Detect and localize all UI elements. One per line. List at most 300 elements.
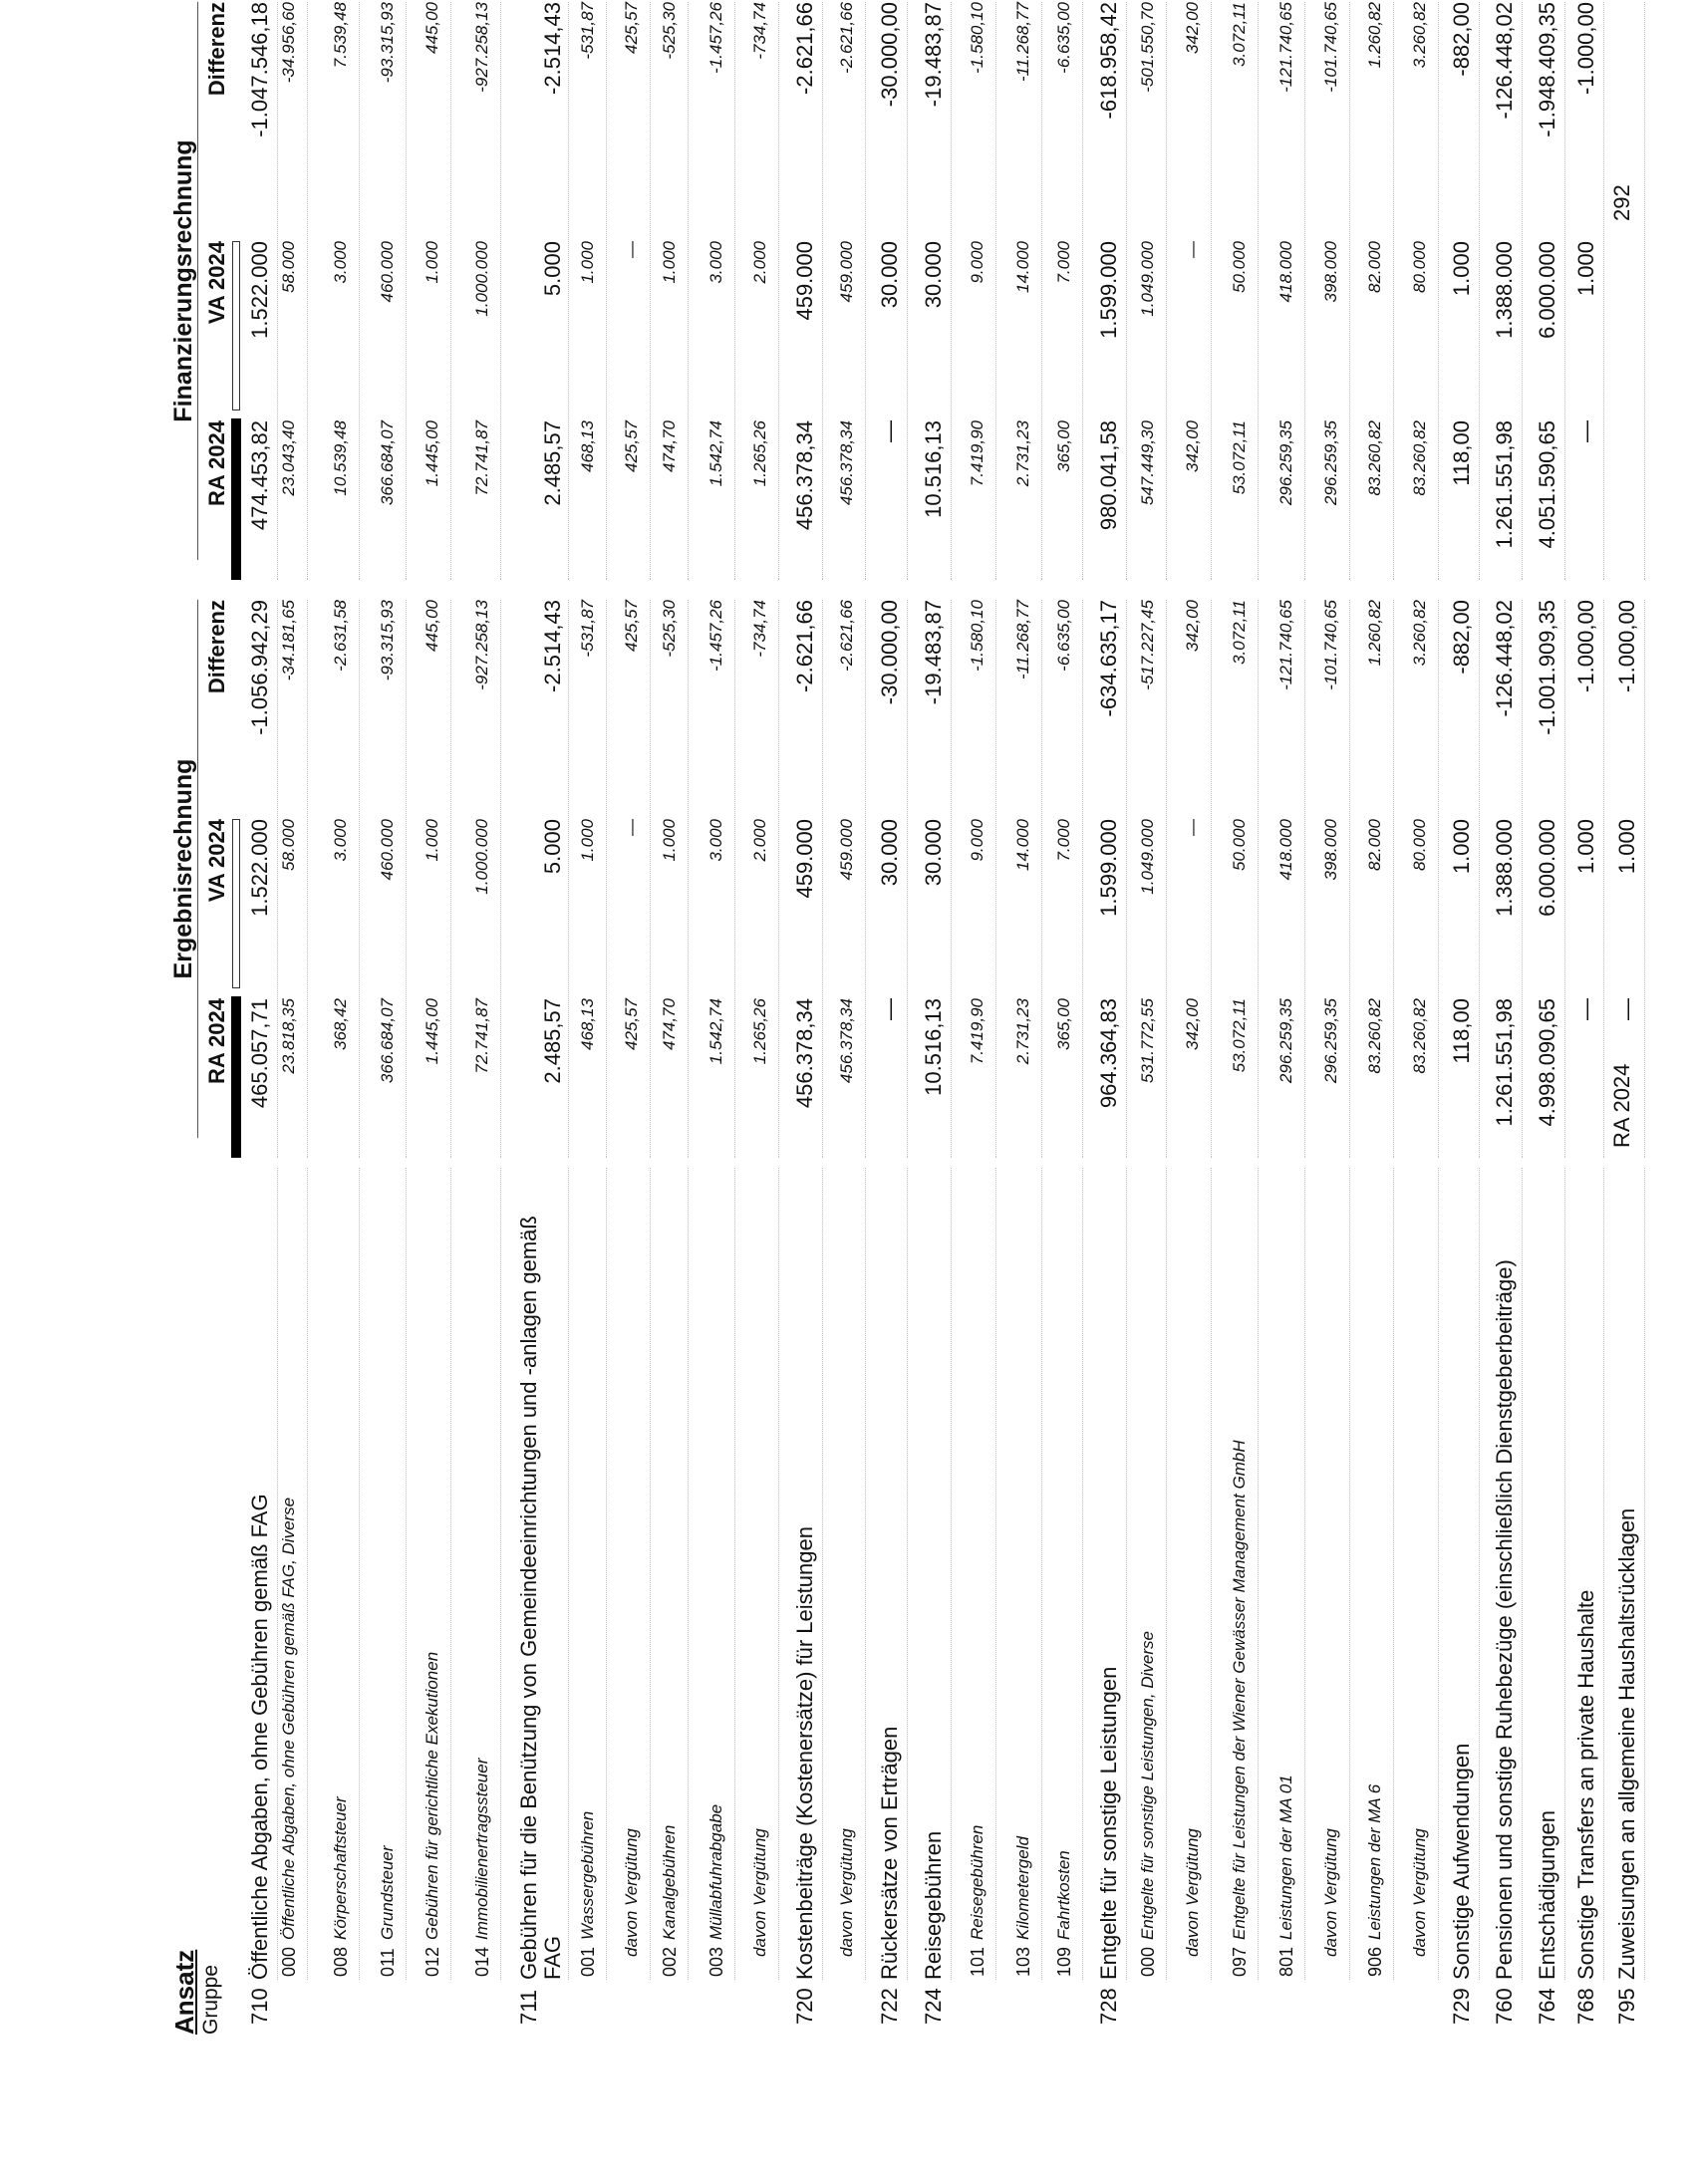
ergebnis-ra-value: 296.259,35 [1276, 998, 1295, 1084]
ergebnis-va-value: 7.000 [1054, 819, 1073, 862]
ergebnis-va-value: 1.000 [578, 819, 597, 862]
row-separator [1393, 600, 1394, 1158]
finanz-va-value: 82.000 [1365, 241, 1384, 293]
row-separator [1126, 2, 1127, 580]
ergebnis-va-value: 1.000.000 [472, 819, 491, 895]
row-separator [500, 1168, 501, 1980]
ergebnis-va-value: 5.000 [540, 819, 565, 875]
ergebnis-va-value: 9.000 [968, 819, 987, 862]
finanz-diff-value: -1.457,26 [706, 2, 725, 74]
ergebnis-va-value: 14.000 [1013, 819, 1032, 871]
finanz-diff-value: -101.740,65 [1321, 2, 1340, 93]
row-separator [734, 1168, 735, 1980]
ergebnis-diff-value: -2.621,66 [792, 600, 817, 692]
row-separator [606, 1168, 607, 1980]
section-title-finanz: Finanzierungsrechnung [169, 139, 197, 422]
row-separator [778, 2, 779, 580]
finanz-va-value: 1.000 [578, 241, 597, 284]
row-item-code: 906 [1365, 1946, 1385, 1977]
row-separator [995, 1168, 996, 1980]
row-separator [650, 1168, 651, 1980]
ergebnis-ra-value: 368,42 [331, 998, 350, 1050]
ergebnis-ra-value: 4.998.090,65 [1535, 998, 1559, 1127]
row-group-code: 729 [1449, 1988, 1474, 2025]
finanz-va-value: 14.000 [1013, 241, 1032, 293]
ergebnis-va-value: 1.000 [423, 819, 441, 862]
ergebnis-diff-value: -517.227,45 [1138, 600, 1157, 690]
finanz-ra-value: 1.445,00 [423, 420, 441, 487]
finanz-va-value: 1.388.000 [1492, 241, 1517, 339]
ergebnis-va-value: 1.599.000 [1096, 819, 1121, 917]
ergebnis-va-value: 398.000 [1321, 819, 1340, 881]
finanz-diff-value: -1.047.546,18 [247, 2, 272, 137]
row-separator [822, 600, 823, 1158]
finanz-diff-value: -882,00 [1449, 2, 1474, 77]
ergebnis-va-value: 1.000 [1573, 819, 1598, 875]
finanz-diff-value: -501.550,70 [1138, 2, 1157, 93]
finanz-ra-value: 474.453,82 [247, 420, 272, 531]
row-separator [406, 600, 407, 1158]
row-group-code: 722 [877, 1988, 902, 2025]
finanz-ra-value: — [1573, 420, 1598, 442]
ergebnis-ra-value: 53.072,11 [1230, 998, 1249, 1073]
row-item-code: 000 [279, 1946, 299, 1977]
ergebnis-ra-value: 468,13 [578, 998, 597, 1050]
row-label: davon Vergütung [1321, 1828, 1340, 1957]
ergebnis-diff-value: -30.000,00 [877, 600, 902, 705]
ergebnis-diff-value: -121.740,65 [1276, 600, 1295, 690]
finanz-ra-value: 456.378,34 [837, 420, 856, 506]
finanz-va-value: 3.000 [331, 241, 350, 284]
row-group-code: 768 [1573, 1988, 1598, 2025]
row-label: Pensionen und sonstige Ruhebezüge (einschließlich Dienstgeberbeiträge) [1492, 1259, 1517, 1980]
row-separator [1082, 1168, 1083, 1980]
finanz-va-value: 80.000 [1410, 241, 1429, 293]
row-separator [568, 1168, 569, 1980]
ergebnis-va-value: 82.000 [1365, 819, 1384, 871]
row-label: Leistungen der MA 01 [1276, 1774, 1295, 1940]
row-label: Sonstige Aufwendungen [1449, 1743, 1474, 1980]
finanz-ra-value: 1.261.551,98 [1492, 420, 1517, 549]
row-separator [1126, 1168, 1127, 1980]
finanz-ra-value: 72.741,87 [472, 420, 491, 496]
ergebnis-diff-value: -11.268,77 [1013, 600, 1032, 681]
finanz-ra-value: 980.041,58 [1096, 420, 1121, 531]
finanz-va-value: 1.522.000 [247, 241, 272, 339]
row-label: Gebühren für gerichtliche Exekutionen [423, 1651, 441, 1940]
row-item-code: 801 [1276, 1946, 1296, 1977]
row-separator [1479, 600, 1480, 1158]
row-separator [1522, 600, 1523, 1158]
row-separator [995, 2, 996, 580]
row-separator [500, 600, 501, 1158]
finanz-diff-value: -927.258,13 [472, 2, 491, 93]
ergebnis-va-value: 460.000 [378, 819, 397, 881]
finanz-ra-value: 7.419,90 [968, 420, 987, 487]
ergebnis-diff-value: 342,00 [1183, 600, 1202, 652]
finanz-diff-value: -30.000,00 [877, 2, 902, 108]
ergebnis-ra-value: 118,00 [1449, 998, 1474, 1064]
finanz-diff-value: -121.740,65 [1276, 2, 1295, 93]
row-separator [688, 2, 689, 580]
row-separator [1166, 600, 1167, 1158]
ergebnis-diff-value: -525,30 [660, 600, 679, 658]
row-item-code: 097 [1230, 1946, 1250, 1977]
row-separator [1438, 2, 1439, 580]
row-separator [1603, 1168, 1604, 1980]
finanz-diff-value: 3.260,82 [1410, 2, 1429, 69]
ergebnis-va-value: 58.000 [279, 819, 298, 871]
row-label: Leistungen der MA 6 [1365, 1783, 1384, 1940]
row-separator [1603, 2, 1604, 580]
finanz-diff-value: 425,57 [622, 2, 641, 54]
row-separator [822, 1168, 823, 1980]
row-separator [1304, 2, 1305, 580]
row-label: Entgelte für sonstige Leistungen [1096, 1666, 1121, 1980]
row-separator [1644, 1168, 1645, 1980]
finanz-va-value: 1.000 [660, 241, 679, 284]
row-item-code: 103 [1013, 1946, 1033, 1977]
ergebnis-diff-value: -927.258,13 [472, 600, 491, 690]
row-item-code: 002 [660, 1946, 680, 1977]
row-separator [500, 2, 501, 580]
row-group-code: 795 [1614, 1988, 1639, 2025]
row-separator [688, 1168, 689, 1980]
row-separator [778, 600, 779, 1158]
header-ansatz: Ansatz [169, 1949, 199, 2035]
ergebnis-diff-value: 1.260,82 [1365, 600, 1384, 667]
ergebnis-ra-value: 474,70 [660, 998, 679, 1050]
row-label: Entschädigungen [1535, 1809, 1559, 1980]
ergebnis-ra-value: 296.259,35 [1321, 998, 1340, 1084]
ergebnis-ra-value: 456.378,34 [792, 998, 817, 1109]
ergebnis-ra-value: — [1573, 998, 1598, 1020]
row-separator [307, 2, 308, 580]
row-separator [1564, 600, 1565, 1158]
row-separator [1304, 1168, 1305, 1980]
finanz-va-value: 50.000 [1230, 241, 1249, 293]
ergebnis-va-value: 1.388.000 [1492, 819, 1517, 917]
ergebnis-ra-value: 1.261.551,98 [1492, 998, 1517, 1127]
ergebnis-diff-value: -2.514,43 [540, 600, 565, 692]
row-separator [359, 2, 360, 580]
finanz-ra-value: 296.259,35 [1321, 420, 1340, 506]
finanz-diff-value: -93.315,93 [378, 2, 397, 84]
row-separator [1211, 600, 1212, 1158]
row-item-code: 008 [331, 1946, 351, 1977]
ergebnis-diff-value: -19.483,87 [921, 600, 946, 705]
row-separator [1082, 600, 1083, 1158]
col-head-e-diff: Differenz [204, 600, 229, 694]
finanz-ra-value: 83.260,82 [1410, 420, 1429, 496]
finanz-va-value: 1.599.000 [1096, 241, 1121, 339]
row-separator [450, 600, 451, 1158]
row-separator [1564, 1168, 1565, 1980]
ergebnis-diff-value: -2.631,58 [331, 600, 350, 672]
row-label: Reisegebühren [968, 1824, 987, 1940]
ergebnis-diff-value: -1.580,10 [968, 600, 987, 672]
ergebnis-ra-value: 72.741,87 [472, 998, 491, 1074]
ergebnis-va-value: 30.000 [877, 819, 902, 887]
ergebnis-diff-value: -531,87 [578, 600, 597, 658]
ergebnis-diff-value: -734,74 [750, 600, 769, 658]
ergebnis-ra-value: 531.772,55 [1138, 998, 1157, 1084]
finanz-diff-value: 3.072,11 [1230, 2, 1249, 67]
finanz-ra-value: 425,57 [622, 420, 641, 472]
row-separator [1349, 1168, 1350, 1980]
row-separator [688, 600, 689, 1158]
row-label: Kilometergeld [1013, 1836, 1032, 1940]
row-separator [1166, 2, 1167, 580]
ergebnis-ra-value: 342,00 [1183, 998, 1202, 1050]
ergebnis-ra-value: 1.265,26 [750, 998, 769, 1065]
finanz-va-value: 3.000 [706, 241, 725, 284]
finanz-diff-value: -11.268,77 [1013, 2, 1032, 83]
finanz-diff-value: -1.580,10 [968, 2, 987, 74]
row-item-code: 001 [578, 1946, 598, 1977]
finanz-ra-value: 1.542,74 [706, 420, 725, 487]
row-label: Zuweisungen an allgemeine Haushaltsrücklagen [1614, 1507, 1639, 1980]
ergebnis-ra-value: 23.818,35 [279, 998, 298, 1074]
row-group-code: 720 [792, 1988, 817, 2025]
ergebnis-va-value: 3.000 [706, 819, 725, 862]
row-separator [1393, 1168, 1394, 1980]
row-separator [1211, 2, 1212, 580]
row-separator [734, 2, 735, 580]
section-title-ergebnis: Ergebnisrechnung [169, 758, 197, 979]
finanz-diff-value: -6.635,00 [1054, 2, 1073, 74]
row-separator [822, 2, 823, 580]
ergebnis-ra-value: 425,57 [622, 998, 641, 1050]
col-head-f-va: VA 2024 [204, 241, 229, 325]
row-label: davon Vergütung [750, 1828, 769, 1957]
ergebnis-va-value: 1.000 [1614, 819, 1639, 875]
ergebnis-diff-value: -1.457,26 [706, 600, 725, 672]
row-label: Körperschaftsteuer [331, 1796, 350, 1940]
ergebnis-va-value: — [1183, 819, 1202, 836]
ergebnis-diff-value: -1.056.942,29 [247, 600, 272, 735]
row-separator [277, 600, 278, 1158]
finanz-ra-value: 1.265,26 [750, 420, 769, 487]
finanz-va-value: 6.000.000 [1535, 241, 1559, 339]
finanz-ra-value: 118,00 [1449, 420, 1474, 486]
row-label: Immobilienertragssteuer [472, 1758, 491, 1940]
ergebnis-diff-value: -34.181,65 [279, 600, 298, 682]
row-separator [1644, 2, 1645, 580]
row-item-code: 012 [423, 1946, 442, 1977]
ergebnis-diff-value: -882,00 [1449, 600, 1474, 675]
row-group-code: 711 [516, 1989, 541, 2025]
finanz-diff-value: -34.956,60 [279, 2, 298, 84]
row-separator [778, 1168, 779, 1980]
row-separator [450, 1168, 451, 1980]
row-separator [568, 2, 569, 580]
row-label: Öffentliche Abgaben, ohne Gebühren gemäß FAG [247, 1494, 272, 1980]
col-head-f-ra: RA 2024 [204, 420, 229, 507]
row-separator [406, 2, 407, 580]
finanz-ra-value: 456.378,34 [792, 420, 817, 531]
finanz-diff-value: -734,74 [750, 2, 769, 60]
ergebnis-diff-value: 445,00 [423, 600, 441, 652]
row-label: davon Vergütung [837, 1828, 856, 1957]
ergebnis-diff-value: 3.072,11 [1230, 600, 1249, 665]
row-separator [1211, 1168, 1212, 1980]
row-separator [1258, 600, 1259, 1158]
finanz-diff-value: 342,00 [1183, 2, 1202, 54]
ergebnis-diff-value: 425,57 [622, 600, 641, 652]
finanz-va-value: 9.000 [968, 241, 987, 284]
ergebnis-ra-value: 365,00 [1054, 998, 1073, 1050]
finanz-va-value: 30.000 [877, 241, 902, 309]
finanz-va-value: 460.000 [378, 241, 397, 303]
col-bar-f-va [232, 241, 240, 410]
finanz-va-value: 398.000 [1321, 241, 1340, 303]
ergebnis-va-value: 2.000 [750, 819, 769, 862]
row-separator [951, 2, 952, 580]
finanz-diff-value: -1.000,00 [1573, 2, 1598, 95]
row-separator [1349, 2, 1350, 580]
row-separator [865, 2, 866, 580]
finanz-diff-value: -19.483,87 [921, 2, 946, 108]
ergebnis-diff-value: -6.635,00 [1054, 600, 1073, 672]
row-separator [1479, 2, 1480, 580]
finanz-ra-value: 365,00 [1054, 420, 1073, 472]
ergebnis-va-value: 30.000 [921, 819, 946, 887]
col-bar-f-ra [231, 418, 241, 580]
finanz-ra-value: 366.684,07 [378, 420, 397, 506]
ergebnis-ra-value: 964.364,83 [1096, 998, 1121, 1109]
row-separator [1522, 1168, 1523, 1980]
ergebnis-va-value: 459.000 [837, 819, 856, 881]
ergebnis-va-value: 80.000 [1410, 819, 1429, 871]
finanz-diff-value: 445,00 [423, 2, 441, 54]
finanz-diff-value: -2.514,43 [540, 2, 565, 95]
ergebnis-ra-value: 366.684,07 [378, 998, 397, 1084]
row-separator [907, 2, 908, 580]
section-underline-finanz [197, 2, 198, 560]
finanz-ra-value: 2.485,57 [540, 420, 565, 506]
ergebnis-ra-value: 83.260,82 [1410, 998, 1429, 1074]
row-separator [307, 600, 308, 1158]
finanz-ra-value: 10.539,48 [331, 420, 350, 496]
row-item-code: 014 [472, 1946, 492, 1977]
finanz-va-value: 7.000 [1054, 241, 1073, 284]
row-separator [1304, 600, 1305, 1158]
ergebnis-va-value: 1.000 [660, 819, 679, 862]
row-label: Öffentliche Abgaben, ohne Gebühren gemäß FAG, Diverse [279, 1497, 298, 1940]
finanz-ra-value: 468,13 [578, 420, 597, 472]
ergebnis-va-value: 418.000 [1276, 819, 1295, 881]
finanz-va-value: 1.049.000 [1138, 241, 1157, 317]
finanz-va-value: 58.000 [279, 241, 298, 293]
row-item-code: 003 [706, 1946, 726, 1977]
col-head-e-ra: RA 2024 [204, 998, 229, 1085]
row-separator [1564, 2, 1565, 580]
finanz-va-value: 30.000 [921, 241, 946, 309]
row-separator [277, 1168, 278, 1980]
row-separator [951, 600, 952, 1158]
row-separator [734, 600, 735, 1158]
ergebnis-va-value: 459.000 [792, 819, 817, 899]
row-label: Kostenbeiträge (Kostenersätze) für Leistungen [792, 1526, 817, 1980]
col-head-f-diff: Differenz [204, 2, 229, 97]
finanz-ra-value: 547.449,30 [1138, 420, 1157, 506]
footer-doc-label: RA 2024 [1609, 1063, 1634, 1148]
row-label: Rückersätze von Erträgen [877, 1726, 902, 1980]
finanz-ra-value: 10.516,13 [921, 420, 946, 518]
row-separator [995, 600, 996, 1158]
ergebnis-ra-value: 83.260,82 [1365, 998, 1384, 1074]
finanz-ra-value: 296.259,35 [1276, 420, 1295, 506]
row-label-continued: FAG [540, 1935, 565, 1980]
row-label: Kanalgebühren [660, 1824, 679, 1940]
finanz-va-value: 1.000 [423, 241, 441, 284]
row-separator [650, 600, 651, 1158]
row-separator [1349, 600, 1350, 1158]
row-group-code: 760 [1492, 1988, 1517, 2025]
finanz-va-value: 1.000.000 [472, 241, 491, 317]
ergebnis-diff-value: -1.000,00 [1614, 600, 1639, 692]
row-separator [1126, 600, 1127, 1158]
finanz-ra-value: 53.072,11 [1230, 420, 1249, 495]
row-label: Müllabfuhrabgabe [706, 1803, 725, 1940]
ergebnis-va-value: 50.000 [1230, 819, 1249, 871]
row-separator [406, 1168, 407, 1980]
row-separator [359, 1168, 360, 1980]
row-label: davon Vergütung [1183, 1828, 1202, 1957]
ergebnis-diff-value: -101.740,65 [1321, 600, 1340, 690]
finanz-diff-value: -531,87 [578, 2, 597, 60]
ergebnis-va-value: 6.000.000 [1535, 819, 1559, 917]
ergebnis-va-value: — [622, 819, 641, 836]
row-separator [1041, 1168, 1042, 1980]
ergebnis-ra-value: — [877, 998, 902, 1020]
finanz-diff-value: -618.958,42 [1096, 2, 1121, 120]
row-label: Fahrtkosten [1054, 1850, 1073, 1940]
row-separator [865, 1168, 866, 1980]
row-label: Reisegebühren [921, 1830, 946, 1980]
row-label: Wassergebühren [578, 1810, 597, 1940]
ergebnis-ra-value: 465.057,71 [247, 998, 272, 1109]
finanz-ra-value: 4.051.590,65 [1535, 420, 1559, 549]
row-label: Gebühren für die Benützung von Gemeindeeinrichtungen und -anlagen gemäß [516, 1216, 541, 1980]
row-separator [865, 600, 866, 1158]
finanz-diff-value: 1.260,82 [1365, 2, 1384, 69]
row-separator [1258, 1168, 1259, 1980]
ergebnis-va-value: 1.000 [1449, 819, 1474, 875]
row-label: Entgelte für sonstige Leistungen, Diverse [1138, 1631, 1157, 1940]
finanz-va-value: — [622, 241, 641, 258]
finanz-va-value: 1.000 [1573, 241, 1598, 297]
row-group-code: 728 [1096, 1988, 1121, 2025]
row-separator [1166, 1168, 1167, 1980]
finanz-va-value: 1.000 [1449, 241, 1474, 297]
row-item-code: 109 [1054, 1946, 1074, 1977]
ergebnis-diff-value: 3.260,82 [1410, 600, 1429, 667]
row-label: Grundsteuer [378, 1845, 397, 1940]
row-separator [1438, 1168, 1439, 1980]
finanz-diff-value: 7.539,48 [331, 2, 350, 69]
ergebnis-diff-value: -634.635,17 [1096, 600, 1121, 717]
row-separator [1393, 2, 1394, 580]
row-separator [307, 1168, 308, 1980]
finanz-ra-value: 474,70 [660, 420, 679, 472]
finanz-ra-value: 83.260,82 [1365, 420, 1384, 496]
row-group-code: 710 [247, 1988, 272, 2025]
row-separator [277, 2, 278, 580]
ergebnis-diff-value: -1.000,00 [1573, 600, 1598, 692]
row-group-code: 724 [921, 1988, 946, 2025]
